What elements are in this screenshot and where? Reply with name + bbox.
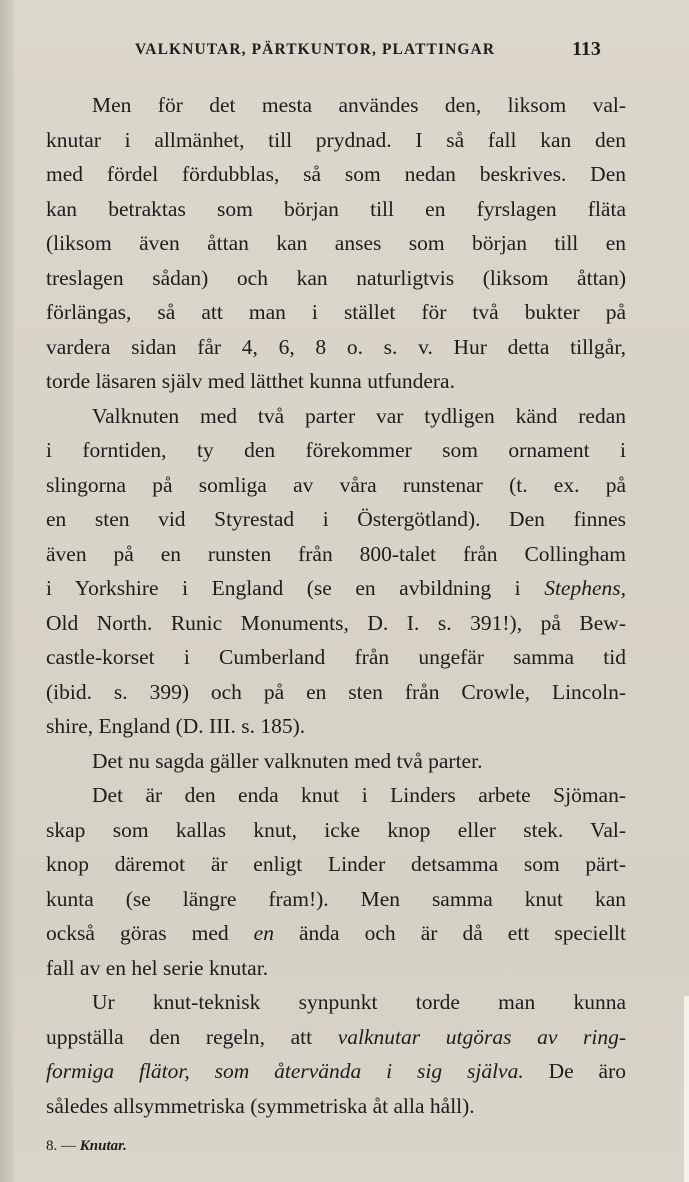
text-line: förlängas, så att man i stället för två bukter på [46,300,626,324]
running-head: VALKNUTAR, PÄRTKUNTOR, PLATTINGAR [135,41,496,58]
text-line-with-emphasis [46,916,626,951]
page-gutter-shadow [0,0,14,1182]
text-line: vardera sidan får 4, 6, 8 o. s. v. Hur detta tillgår, [46,334,626,359]
paragraph-2 [46,399,626,744]
text-line: shire, England (D. III. s. 185). [46,714,306,738]
text-fragment: De äro [523,1059,627,1083]
paragraph-4 [46,778,626,985]
text-line: knop däremot är enligt Linder detsamma som pärt- [46,852,626,876]
text-line: fall av en hel serie knutar. [46,955,269,980]
text-line: kan betraktas som början till en fyrslagen fläta [46,196,626,221]
text-line: castle-korset i Cumberland från ungefär samma tid [46,645,626,669]
text-line: även på en runsten från 800-talet från Collingham [46,541,626,566]
text-line: treslagen sådan) och kan naturligtvis (liksom åttan) [46,265,626,290]
text-line: Men för det mesta användes den, liksom val- [92,93,626,117]
text-line: slingorna på somliga av våra runstenar (t. ex. på [46,472,626,497]
emphasized-word: en [253,921,274,945]
text-line: kunta (se längre fram!). Men samma knut kan [46,886,626,911]
text-line: (liksom även åttan kan anses som början till en [46,231,626,255]
text-line: torde läsaren själv med lätthet kunna utfundera. [46,369,455,393]
text-fragment: uppställa den regeln, att [46,1024,338,1049]
text-line-with-reference [46,571,626,606]
body-text [46,88,626,1123]
text-line: (ibid. s. 399) och på en sten från Crowle, Lincoln- [46,679,626,704]
text-line: knutar i allmänhet, till prydnad. I så fall kan den [46,127,626,152]
text-line: Old North. Runic Monuments, D. I. s. 391!), på Bew- [46,610,626,635]
signature-mark [46,1138,127,1155]
text-line-with-emphasis [46,1054,626,1089]
page-number: 113 [572,38,601,60]
text-fragment: också göras med [46,921,254,945]
page-edge-highlight [684,996,689,1182]
text-line: således allsymmetriska (symmetriska åt alla håll). [46,1093,475,1118]
text-line: Det nu sagda gäller valknuten med två parter. [92,748,483,773]
paragraph-3 [46,744,626,779]
paragraph-5 [46,985,626,1123]
text-line: i forntiden, ty den förekommer som ornament i [46,438,626,462]
emphasized-phrase: formiga flätor, som återvända i sig själva. [46,1059,524,1083]
signature-number: 8. — [46,1138,76,1154]
emphasized-phrase: valknutar utgöras av ring- [337,1024,626,1049]
text-line: Ur knut-teknisk synpunkt torde man kunna [92,990,626,1014]
text-line: en sten vid Styrestad i Östergötland). Den finnes [46,507,626,531]
text-line: Valknuten med två parter var tydligen känd redan [92,403,626,428]
text-line: med fördel fördubblas, så som nedan beskrives. Den [46,162,626,186]
text-fragment: ända och är då ett speciellt [273,921,626,945]
paragraph-1 [46,88,626,399]
text-line: Det är den enda knut i Linders arbete Sjöman- [92,783,626,807]
text-line-with-emphasis [46,1020,626,1055]
text-line: skap som kallas knut, icke knop eller stek. Val- [46,817,626,842]
signature-title: Knutar. [79,1138,127,1154]
author-reference: Stephens, [544,576,626,600]
text-fragment: i Yorkshire i England (se en avbildning i [46,576,545,600]
